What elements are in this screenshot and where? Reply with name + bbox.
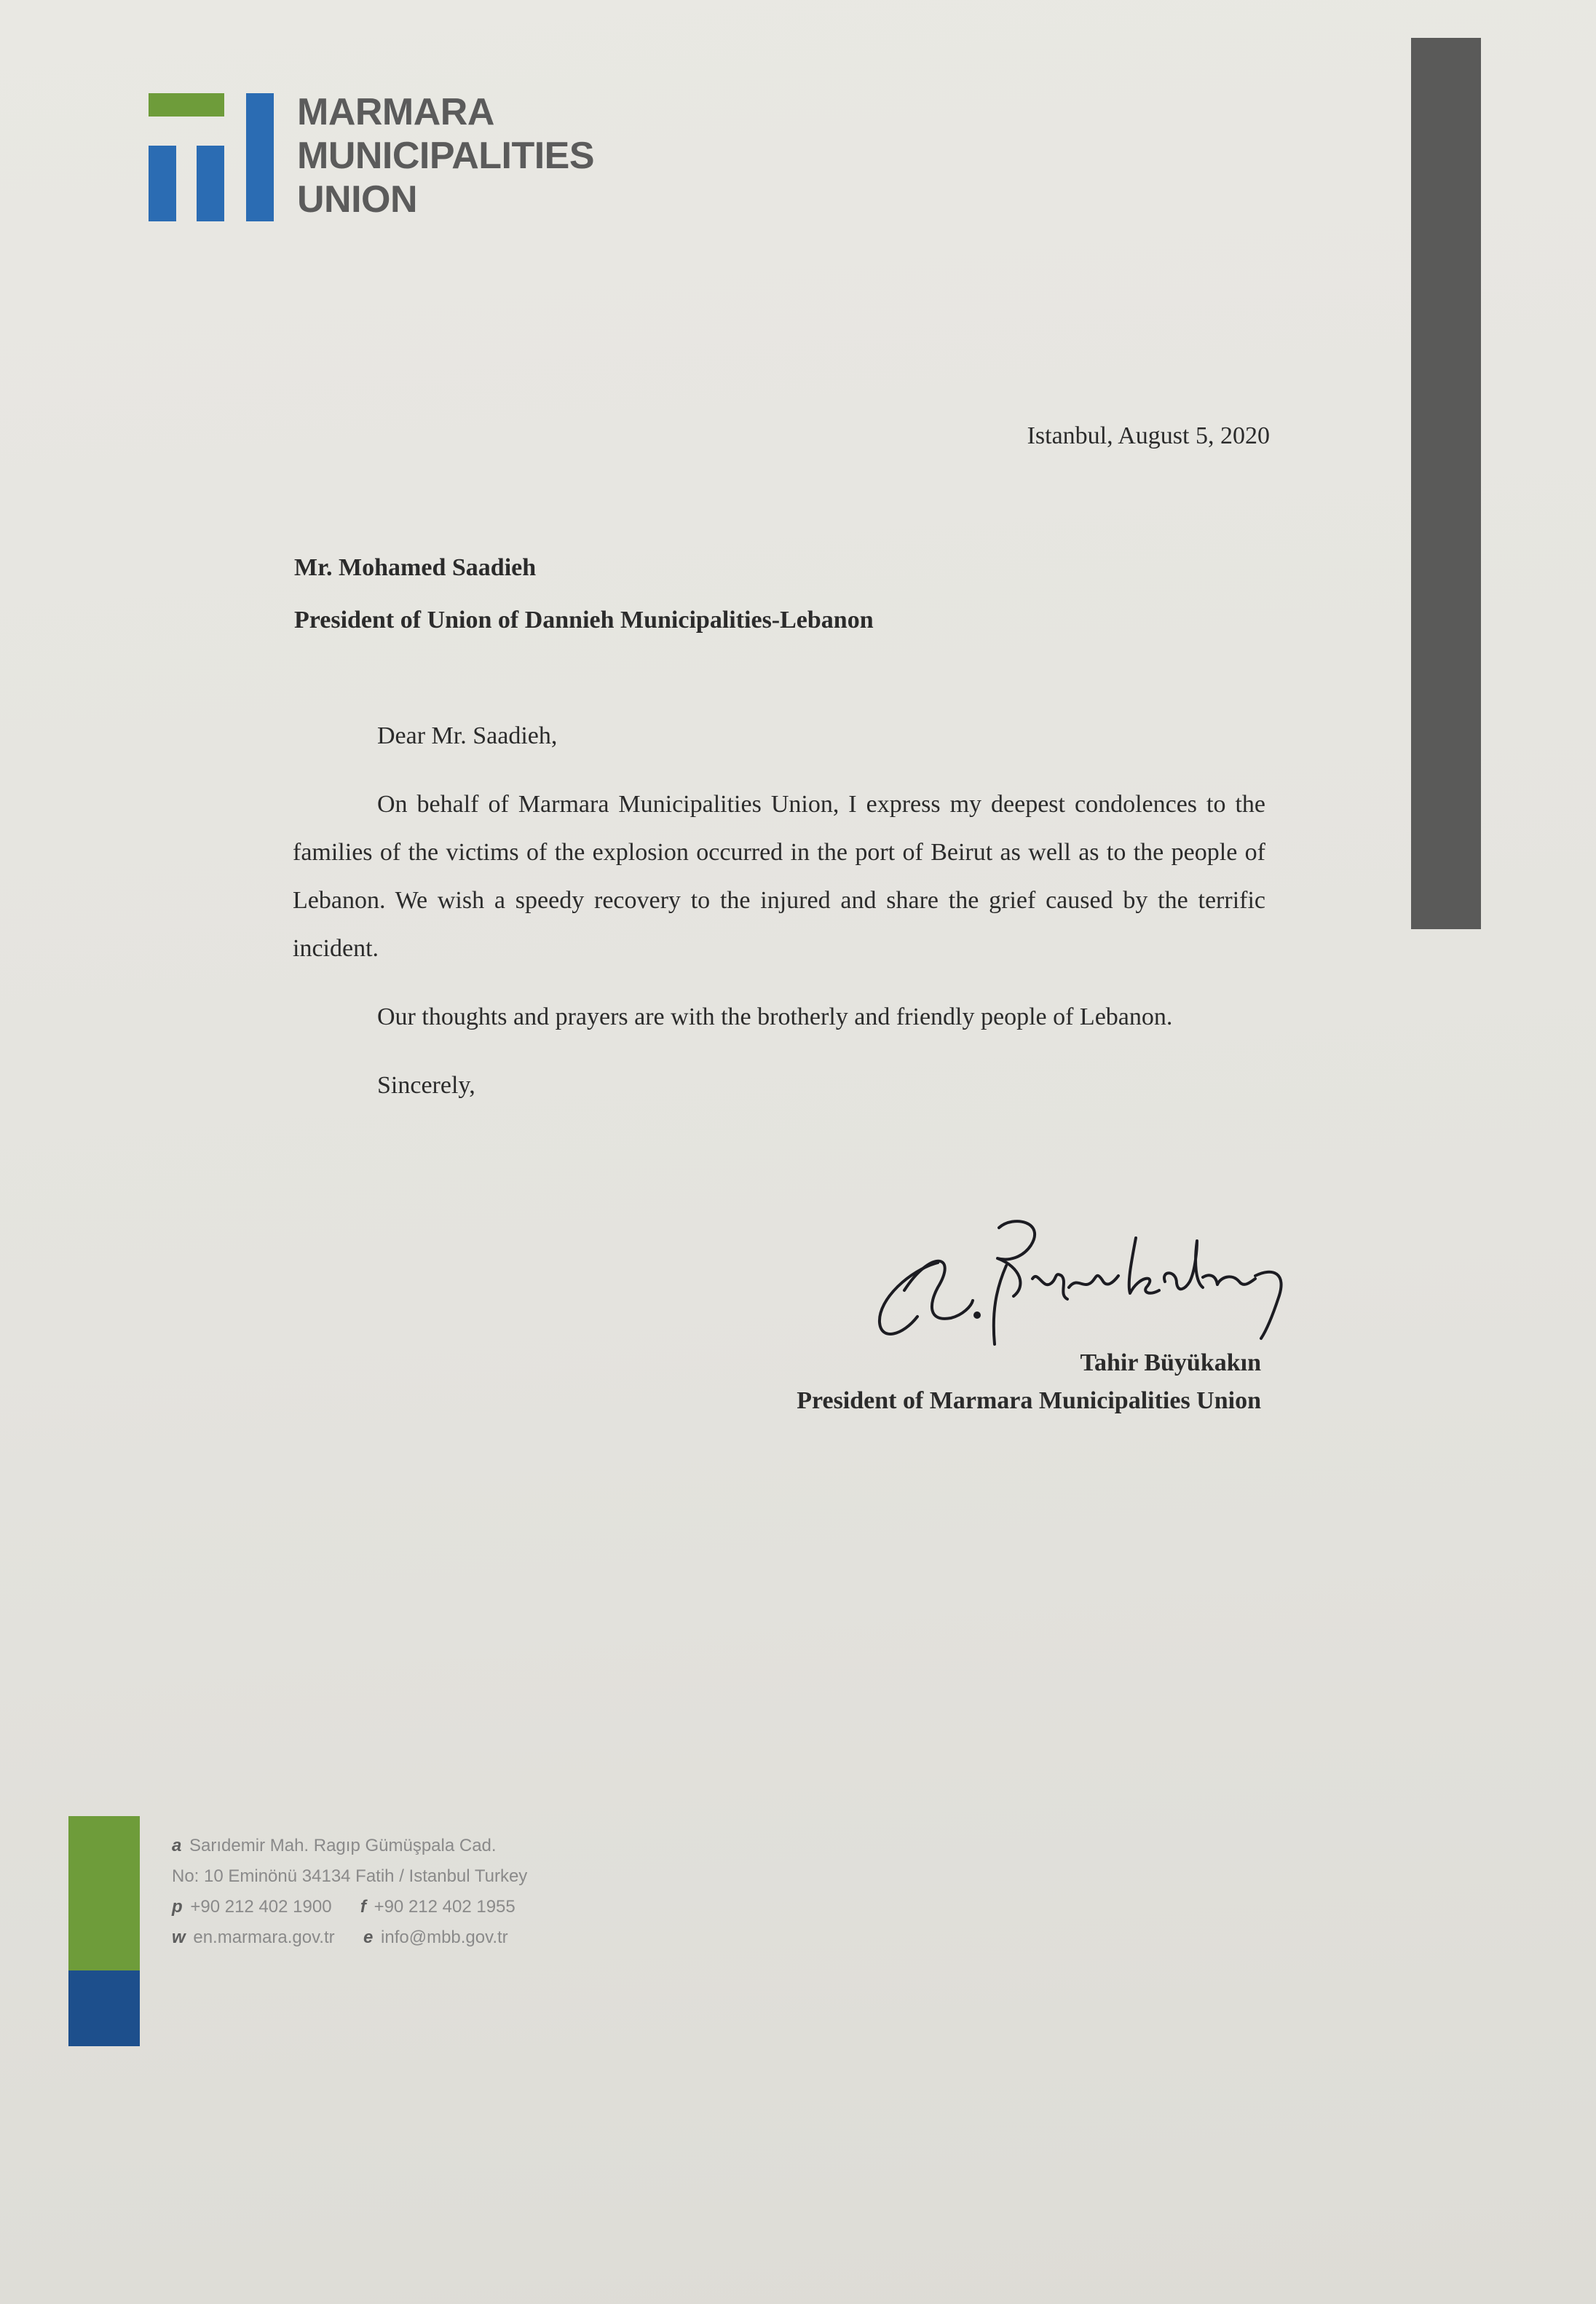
logo-line-3: UNION <box>297 178 418 221</box>
letter-date: Istanbul, August 5, 2020 <box>1027 422 1270 449</box>
footer-green-bar <box>68 1816 140 1970</box>
letter-body <box>293 712 1265 1110</box>
footer-address-line-2 <box>172 1861 527 1892</box>
salutation: Dear Mr. Saadieh, <box>377 722 558 749</box>
decorative-side-bar <box>1411 38 1481 929</box>
footer-web-line <box>172 1922 527 1953</box>
signature-icon <box>871 1206 1290 1349</box>
website: en.marmara.gov.tr <box>193 1928 335 1947</box>
address-line-1: Sarıdemir Mah. Ragıp Gümüşpala Cad. <box>189 1836 497 1855</box>
footer-phone-line <box>172 1892 527 1922</box>
fax-number: +90 212 402 1955 <box>374 1897 515 1917</box>
recipient-block <box>294 542 874 647</box>
logo-line-1: MARMARA <box>297 91 494 133</box>
footer-blue-bar <box>68 1970 140 2046</box>
recipient-name: Mr. Mohamed Saadieh <box>294 554 537 581</box>
phone-number: +90 212 402 1900 <box>190 1897 332 1917</box>
mmu-logo-icon <box>149 93 274 221</box>
closing: Sincerely, <box>377 1072 475 1099</box>
organization-name <box>297 90 594 221</box>
address-label: a <box>172 1836 182 1855</box>
logo-line-2: MUNICIPALITIES <box>297 135 595 177</box>
signer-block <box>797 1344 1261 1420</box>
paragraph-prayers: Our thoughts and prayers are with the brotherly and friendly people of Lebanon. <box>377 1003 1173 1030</box>
signer-name: Tahir Büyükakın <box>1080 1349 1261 1376</box>
recipient-title: President of Union of Dannieh Municipalities-Lebanon <box>294 607 874 634</box>
footer-contact <box>172 1831 527 1953</box>
paragraph-condolences: On behalf of Marmara Municipalities Union, I express my deepest condolences to the families of the victims of the explosion occurred in the port of Beirut as well as to the people of Lebanon. We wish a speedy recovery to the injured and share the grief caused by the terrific incident. <box>293 791 1265 962</box>
footer-address-line-1 <box>172 1831 527 1861</box>
web-label: w <box>172 1928 186 1947</box>
phone-label: p <box>172 1897 183 1917</box>
email-address: info@mbb.gov.tr <box>381 1928 508 1947</box>
address-line-2: No: 10 Eminönü 34134 Fatih / Istanbul Turkey <box>172 1866 528 1886</box>
fax-label: f <box>360 1897 366 1917</box>
signer-title: President of Marmara Municipalities Union <box>797 1387 1261 1414</box>
email-label: e <box>363 1928 374 1947</box>
